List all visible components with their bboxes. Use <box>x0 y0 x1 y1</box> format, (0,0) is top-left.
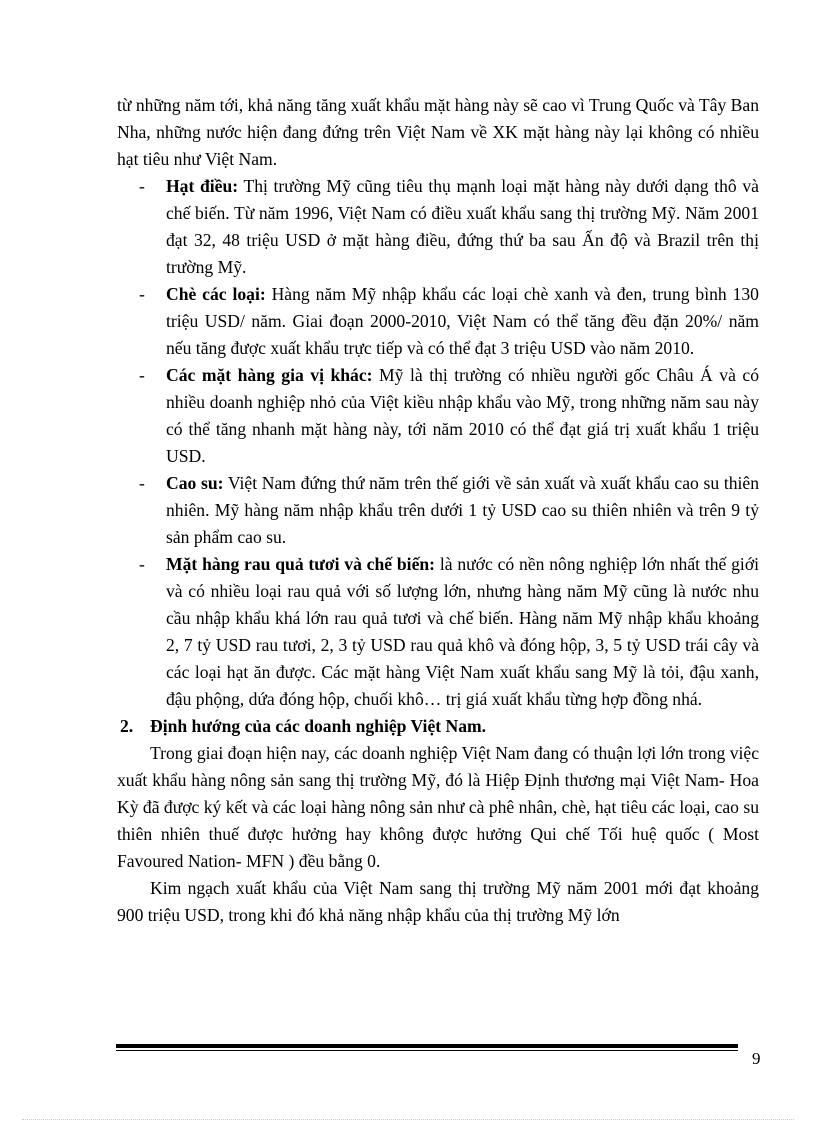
page-number: 9 <box>752 1049 761 1068</box>
bullet-term: Mặt hàng rau quả tươi và chế biến: <box>166 554 436 574</box>
bullet-text: Hàng năm Mỹ nhập khẩu các loại chè xanh và đen, trung bình 130 triệu USD/ năm. Giai đoạn 2000-2010, Việt Nam có thể tăng đều đặn 20%/ năm nếu tăng được xuất khẩu trực tiếp và có thể đạt 3 triệu USD vào năm 2010. <box>166 284 759 358</box>
bullet-dash: - <box>139 365 145 385</box>
bullet-term: Hạt điều: <box>166 176 239 196</box>
footer-rule-thin <box>116 1050 738 1051</box>
list-item-vegetables-fruits <box>117 551 759 713</box>
list-item-tea <box>117 281 759 362</box>
bullet-dash: - <box>139 176 145 196</box>
page-body <box>117 92 759 929</box>
section-heading <box>117 713 759 740</box>
bullet-term: Các mặt hàng gia vị khác: <box>166 365 373 385</box>
section-number: 2. <box>120 716 134 736</box>
list-item-rubber <box>117 470 759 551</box>
bullet-dash: - <box>139 554 145 574</box>
product-bullet-list <box>117 173 759 713</box>
body-paragraph: Trong giai đoạn hiện nay, các doanh nghiệp Việt Nam đang có thuận lợi lớn trong việc xuất khẩu hàng nông sản sang thị trường Mỹ, đó là Hiệp Định thương mại Việt Nam- Hoa Kỳ đã được ký kết và các loại hàng nông sản như cà phê nhân, chè, hạt tiêu các loại, cao su thiên nhiên thuế được hưởng hay không được hưởng Qui chế Tối huệ quốc ( Most Favoured Nation- MFN ) đều bằng 0. <box>117 743 759 871</box>
footer-rule <box>116 1044 738 1048</box>
list-item-cashew <box>117 173 759 281</box>
list-item-spices <box>117 362 759 470</box>
bullet-text: Mỹ là thị trường có nhiều người gốc Châu Á và có nhiều doanh nghiệp nhỏ của Việt kiều nhập khẩu vào Mỹ, trong những năm sau này có thể tăng nhanh mặt hàng này, tới năm 2010 có thể đạt giá trị xuất khẩu 1 triệu USD. <box>166 365 759 466</box>
section-title: Định hướng của các doanh nghiệp Việt Nam. <box>150 716 487 736</box>
intro-paragraph: từ những năm tới, khả năng tăng xuất khẩu mặt hàng này sẽ cao vì Trung Quốc và Tây Ban Nha, những nước hiện đang đứng trên Việt Nam về XK mặt hàng này lại không có nhiều hạt tiêu như Việt Nam. <box>117 95 759 169</box>
bullet-text: Việt Nam đứng thứ năm trên thế giới về sản xuất và xuất khẩu cao su thiên nhiên. Mỹ hàng năm nhập khẩu trên dưới 1 tỷ USD cao su thiên nhiên và trên 9 tỷ sản phẩm cao su. <box>166 473 759 547</box>
bullet-text: là nước có nền nông nghiệp lớn nhất thế giới và có nhiều loại rau quả với số lượng lớn, nhưng hàng năm Mỹ cũng là nước nhu cầu nhập khẩu khá lớn rau quả tươi và chế biến. Hàng năm Mỹ nhập khẩu khoảng 2, 7 tỷ USD rau tươi, 2, 3 tỷ USD rau quả khô và đóng hộp, 3, 5 tỷ USD trái cây và các loại hạt ăn được. Các mặt hàng Việt Nam xuất khẩu sang Mỹ là tỏi, đậu xanh, đậu phộng, dứa đóng hộp, chuối khô… trị giá xuất khẩu từng hợp đồng nhá. <box>166 554 760 709</box>
bullet-term: Cao su: <box>166 473 224 493</box>
bullet-dash: - <box>139 473 145 493</box>
bullet-term: Chè các loại: <box>166 284 266 304</box>
bullet-dash: - <box>139 284 145 304</box>
body-paragraph: Kim ngạch xuất khẩu của Việt Nam sang thị trường Mỹ năm 2001 mới đạt khoảng 900 triệu USD, trong khi đó khả năng nhập khẩu của thị trường Mỹ lớn <box>117 878 759 925</box>
page-bottom-border <box>22 1119 794 1120</box>
bullet-text: Thị trường Mỹ cũng tiêu thụ mạnh loại mặt hàng này dưới dạng thô và chế biến. Từ năm 1996, Việt Nam có điều xuất khẩu sang thị trường Mỹ. Năm 2001 đạt 32, 48 triệu USD ở mặt hàng điều, đứng thứ ba sau Ấn độ và Brazil trên thị trường Mỹ. <box>166 176 759 277</box>
